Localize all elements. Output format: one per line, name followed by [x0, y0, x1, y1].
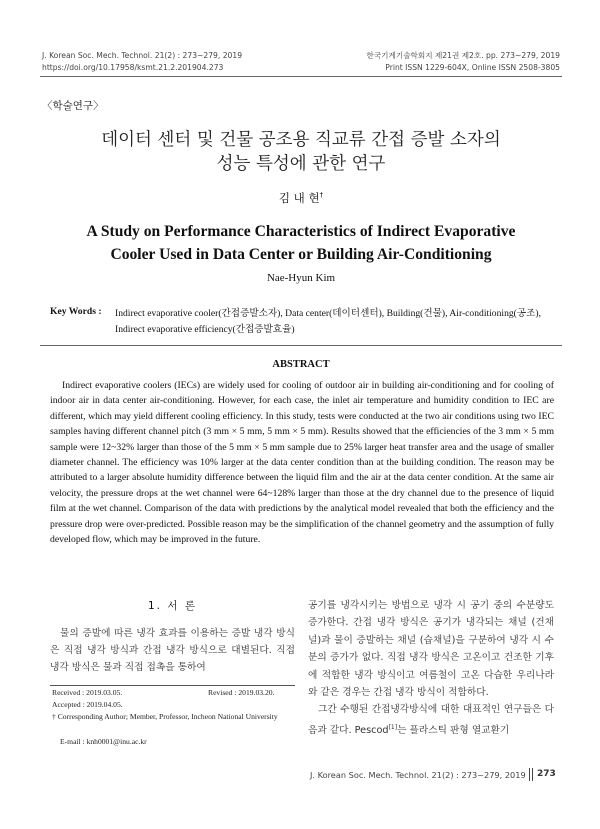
revised-date: Revised : 2019.03.20. [208, 688, 275, 697]
intro-left-text: 물의 증발에 따른 냉각 효과를 이용하는 증발 냉각 방식은 직접 냉각 방식과 간접 냉각 방식으로 대별된다. 직접 냉각 방식은 물과 직접 접촉을 통하여 [50, 628, 295, 673]
intro-paragraph-2-cont: 는 플라스틱 판형 열교환기 [397, 725, 510, 737]
intro-right-column [308, 597, 554, 739]
doi-link[interactable]: https://doi.org/10.17958/ksmt.21.2.201904.273 [42, 63, 224, 72]
section-title-introduction: 1. 서 론 [148, 600, 197, 612]
title-english-line2: Cooler Used in Data Center or Building Air-Conditioning [110, 246, 492, 263]
journal-citation: J. Korean Soc. Mech. Technol. 21(2) : 273~279, 2019 [42, 51, 243, 60]
author-english: Nae-Hyun Kim [266, 272, 336, 284]
corresponding-mark: † [319, 191, 324, 200]
author-email[interactable]: E-mail : knh0001@inu.ac.kr [60, 737, 147, 746]
footnote-divider [50, 685, 295, 686]
citation-ref[interactable]: [1] [388, 723, 398, 731]
issn-info: Print ISSN 1229-604X, Online ISSN 2508-3805 [385, 63, 560, 72]
accepted-date: Accepted : 2019.04.05. [52, 700, 123, 709]
footer-separator [529, 768, 533, 781]
title-korean-line1: 데이터 센터 및 건물 공조용 직교류 간접 증발 소자의 [101, 130, 501, 150]
page-number: 273 [537, 769, 556, 779]
header-divider [40, 76, 562, 77]
keywords-text: Indirect evaporative cooler(간접증발소자), Data center(데이터센터), Building(건물), Air-conditioning(공조), Indirect evaporative efficiency(간접증발효율) [115, 308, 541, 335]
author-korean [40, 190, 562, 206]
abstract-title: ABSTRACT [272, 359, 330, 370]
keywords-label: Key Words : [50, 306, 102, 317]
intro-paragraph-2-text: 그간 수행된 간접냉각방식에 대한 대표적인 연구들은 다음과 같다. Pescod [308, 704, 554, 737]
title-korean-line2: 성능 특성에 관한 연구 [216, 154, 386, 174]
abstract-divider [40, 345, 562, 346]
intro-paragraph-1: 공기를 냉각시키는 방법으로 냉각 시 공기 중의 수분량도 증가한다. 간접 냉각 방식은 공기가 냉각되는 채널 (건채널)과 물이 증발하는 채널 (습채널)을 구분하여 냉각 시 수분의 증가가 없다. 직접 냉각 방식은 고온이고 건조한 기후에 적합한 냉각 방식이고 여름철이 고온 다습한 우리나라와 같은 경우는 간접 냉각 방식이 적합하다. [308, 600, 554, 699]
received-date: Received : 2019.03.05. [52, 688, 123, 697]
corresponding-author: † Corresponding Author; Member, Professor, Incheon National University [52, 712, 278, 721]
title-english-line1: A Study on Performance Characteristics of Indirect Evaporative [86, 223, 516, 240]
abstract-body: Indirect evaporative coolers (IECs) are widely used for cooling of outdoor air in building air-conditioning and for cooling of indoor air in data center air-conditioning. However, for each case, the inlet air temperature and humidity condition to IEC are different, which may yield different cooling efficiency. In this study, tests were conducted at the two air conditions using two IEC samples having different channel pitch (3 mm × 5 mm, 5 mm × 5 mm). Results showed that the efficiencies of the 3 mm × 5 mm sample were 12~32% larger than those of the 5 mm × 5 mm sample due to 25% larger heat transfer area and the usage of smaller diameter channel. The efficiency was 10% larger at the data center condition than at the building condition. The reason may be attributed to a larger absolute humidity difference between the liquid film and the air at the data center condition. At the same air velocity, the pressure drops at the wet channel were 64~128% larger than those at the dry channel due to the presence of liquid film at the wet channel. Comparison of the data with predictions by the analytical model revealed that both the efficiency and the pressure drop were over-predicted. Possible reason may be the simplification of the channel geometry and the assumption of fully developed flow, which may be improved in the future. [50, 380, 554, 546]
author-korean-name: 김 내 현 [278, 191, 320, 205]
footer-citation: J. Korean Soc. Mech. Technol. 21(2) : 273~279, 2019 [310, 770, 526, 780]
journal-citation-korean: 한국기계기술학회지 제21권 제2호. pp. 273~279, 2019 [366, 51, 560, 60]
article-type: 〈학술연구〉 [42, 100, 104, 112]
intro-paragraph-2 [308, 701, 554, 739]
